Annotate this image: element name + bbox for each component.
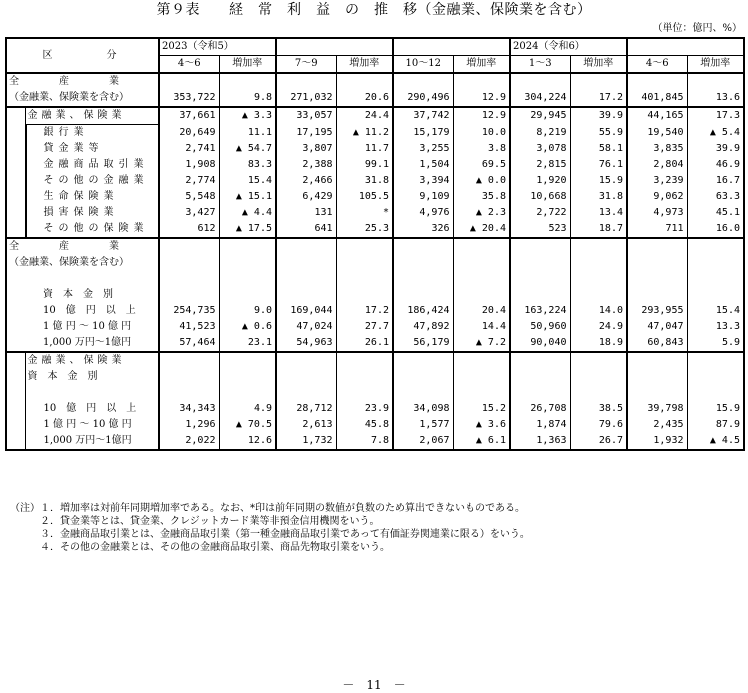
period-header: 4～6	[627, 56, 687, 74]
growth-cell: 39.9	[570, 107, 627, 125]
row-label: 金融業、保険業	[25, 352, 159, 369]
growth-cell: 31.8	[336, 173, 393, 189]
value-cell: 2,613	[276, 417, 336, 433]
growth-header: 増加率	[687, 56, 744, 74]
table-row	[6, 433, 744, 450]
value-cell: 54,963	[276, 335, 336, 352]
growth-cell: ▲ 20.4	[453, 221, 510, 238]
row-label: 1,000 万円～1億円	[25, 433, 159, 450]
value-cell: 293,955	[627, 303, 687, 319]
row-label: 資 本 金 別	[25, 369, 159, 385]
row-cap-fin-2	[6, 369, 744, 385]
period-header: 7～9	[276, 56, 336, 74]
growth-cell: ▲ 5.4	[687, 125, 744, 142]
value-cell: 641	[276, 221, 336, 238]
row-label: 全 産 業	[6, 238, 159, 255]
row-label: 10 億 円 以 上	[25, 401, 159, 417]
growth-cell: ▲ 17.5	[219, 221, 276, 238]
value-cell: 34,343	[159, 401, 219, 417]
year-2023: 2023（令和5）	[159, 38, 276, 56]
growth-cell: 13.6	[687, 90, 744, 107]
value-cell: 3,835	[627, 141, 687, 157]
value-cell: 2,067	[393, 433, 453, 450]
growth-cell: 105.5	[336, 189, 393, 205]
growth-cell: 24.4	[336, 107, 393, 125]
growth-cell: ▲ 3.3	[219, 107, 276, 125]
table-row	[6, 417, 744, 433]
row-label: 1,000 万円～1億円	[43, 337, 132, 348]
year-spacer	[627, 38, 744, 56]
unit-note: （単位：億円、%）	[652, 23, 742, 34]
growth-cell: 23.9	[336, 401, 393, 417]
row-all-industry-2	[6, 90, 744, 107]
value-cell: 1,363	[510, 433, 570, 450]
growth-cell: 11.1	[219, 125, 276, 142]
growth-cell: 58.1	[570, 141, 627, 157]
value-cell: 19,540	[627, 125, 687, 142]
value-cell: 186,424	[393, 303, 453, 319]
note-item: １．増加率は対前年同期増加率である。なお、*印は前年同期の数値が負数のため算出できないものである。	[40, 503, 525, 514]
table-row	[6, 189, 744, 205]
growth-cell: 15.2	[453, 401, 510, 417]
growth-cell: 10.0	[453, 125, 510, 142]
note-item: ３．金融商品取引業とは、金融商品取引業（第一種金融商品取引業であって有価証券関連業に限る）をいう。	[40, 529, 530, 540]
header-row-years	[6, 38, 744, 56]
value-cell: 401,845	[627, 90, 687, 107]
value-cell: 2,388	[276, 157, 336, 173]
growth-cell: 46.9	[687, 157, 744, 173]
value-cell: 37,742	[393, 107, 453, 125]
growth-cell: 12.9	[453, 107, 510, 125]
growth-cell: 55.9	[570, 125, 627, 142]
growth-cell: 9.0	[219, 303, 276, 319]
value-cell: 711	[627, 221, 687, 238]
growth-cell: 45.1	[687, 205, 744, 221]
value-cell: 1,932	[627, 433, 687, 450]
growth-cell: 31.8	[570, 189, 627, 205]
value-cell: 56,179	[393, 335, 453, 352]
row-label: （金融業、保険業を含む）	[6, 255, 159, 271]
row-cap-fin-1	[6, 352, 744, 369]
row-cap-all-3	[6, 287, 744, 303]
notes-head: （注）	[10, 503, 40, 514]
row-all-industry-1	[6, 73, 744, 90]
value-cell: 1,920	[510, 173, 570, 189]
growth-cell: 3.8	[453, 141, 510, 157]
growth-cell: 26.1	[336, 335, 393, 352]
row-label: 銀行業	[25, 125, 159, 142]
year-spacer	[276, 38, 393, 56]
growth-cell: 13.3	[687, 319, 744, 335]
growth-cell: ▲ 7.2	[453, 335, 510, 352]
growth-cell: ▲ 0.0	[453, 173, 510, 189]
growth-cell: 11.7	[336, 141, 393, 157]
value-cell: 4,976	[393, 205, 453, 221]
growth-cell: 5.9	[687, 335, 744, 352]
value-cell: 2,741	[159, 141, 219, 157]
growth-cell: 27.7	[336, 319, 393, 335]
notes	[10, 502, 530, 554]
value-cell: 3,239	[627, 173, 687, 189]
value-cell: 2,435	[627, 417, 687, 433]
value-cell: 1,296	[159, 417, 219, 433]
growth-cell: 25.3	[336, 221, 393, 238]
value-cell: 47,024	[276, 319, 336, 335]
value-cell: 9,109	[393, 189, 453, 205]
growth-cell: 14.4	[453, 319, 510, 335]
value-cell: 1,577	[393, 417, 453, 433]
growth-cell: 63.3	[687, 189, 744, 205]
growth-cell: 20.6	[336, 90, 393, 107]
growth-cell: ▲ 4.4	[219, 205, 276, 221]
value-cell: 50,960	[510, 319, 570, 335]
row-label: 損害保険業	[25, 205, 159, 221]
value-cell: 304,224	[510, 90, 570, 107]
value-cell: 10,668	[510, 189, 570, 205]
growth-cell: ▲ 0.6	[219, 319, 276, 335]
row-label: 全 産 業	[6, 73, 159, 90]
growth-cell: 83.3	[219, 157, 276, 173]
table-row	[6, 319, 744, 335]
table-row	[6, 401, 744, 417]
row-label: 金融商品取引業	[25, 157, 159, 173]
growth-cell: 4.9	[219, 401, 276, 417]
value-cell: 1,732	[276, 433, 336, 450]
growth-cell: 15.4	[219, 173, 276, 189]
value-cell: 57,464	[159, 335, 219, 352]
page-title: 第９表 経 常 利 益 の 推 移（金融業、保険業を含む）	[156, 2, 592, 18]
value-cell: 4,973	[627, 205, 687, 221]
growth-cell: *	[336, 205, 393, 221]
value-cell: 5,548	[159, 189, 219, 205]
row-label: 1 億 円 ～ 10 億 円	[43, 321, 132, 332]
value-cell: 2,022	[159, 433, 219, 450]
growth-cell: 69.5	[453, 157, 510, 173]
row-finance	[6, 107, 744, 125]
value-cell: 254,735	[159, 303, 219, 319]
table-row	[6, 221, 744, 238]
value-cell: 3,427	[159, 205, 219, 221]
value-cell: 29,945	[510, 107, 570, 125]
growth-cell: 7.8	[336, 433, 393, 450]
value-cell: 47,047	[627, 319, 687, 335]
page-number: － 11 －	[342, 678, 406, 692]
row-label: （金融業、保険業を含む）	[6, 90, 159, 107]
value-cell: 39,798	[627, 401, 687, 417]
row-label: その他の金融業	[25, 173, 159, 189]
period-header: 10～12	[393, 56, 453, 74]
growth-cell: 17.2	[570, 90, 627, 107]
row-header-cell: 区 分	[6, 38, 159, 73]
value-cell: 2,774	[159, 173, 219, 189]
growth-cell: 14.0	[570, 303, 627, 319]
value-cell: 33,057	[276, 107, 336, 125]
growth-cell: 26.7	[570, 433, 627, 450]
growth-cell: 12.6	[219, 433, 276, 450]
value-cell: 3,078	[510, 141, 570, 157]
value-cell: 37,661	[159, 107, 219, 125]
growth-cell: 76.1	[570, 157, 627, 173]
value-cell: 20,649	[159, 125, 219, 142]
row-label: 資 本 金 別	[43, 289, 113, 300]
growth-cell: ▲ 3.6	[453, 417, 510, 433]
growth-cell: 99.1	[336, 157, 393, 173]
note-item: ４．その他の金融業とは、その他の金融商品取引業、商品先物取引業をいう。	[40, 542, 390, 553]
value-cell: 41,523	[159, 319, 219, 335]
value-cell: 326	[393, 221, 453, 238]
growth-cell: 15.9	[570, 173, 627, 189]
value-cell: 44,165	[627, 107, 687, 125]
growth-cell: 12.9	[453, 90, 510, 107]
row-label: その他の保険業	[25, 221, 159, 238]
growth-cell: 15.4	[687, 303, 744, 319]
growth-cell: ▲ 54.7	[219, 141, 276, 157]
growth-header: 増加率	[570, 56, 627, 74]
growth-cell: 13.4	[570, 205, 627, 221]
growth-cell: 35.8	[453, 189, 510, 205]
table-row	[6, 303, 744, 319]
growth-cell: 39.9	[687, 141, 744, 157]
value-cell: 131	[276, 205, 336, 221]
growth-cell: 17.3	[687, 107, 744, 125]
growth-cell: 18.9	[570, 335, 627, 352]
growth-cell: 18.7	[570, 221, 627, 238]
growth-cell: ▲ 2.3	[453, 205, 510, 221]
value-cell: 523	[510, 221, 570, 238]
value-cell: 290,496	[393, 90, 453, 107]
value-cell: 90,040	[510, 335, 570, 352]
value-cell: 3,807	[276, 141, 336, 157]
row-label: 1 億 円 ～ 10 億 円	[25, 417, 159, 433]
value-cell: 169,044	[276, 303, 336, 319]
value-cell: 2,466	[276, 173, 336, 189]
growth-header: 増加率	[336, 56, 393, 74]
year-spacer	[393, 38, 510, 56]
growth-header: 増加率	[219, 56, 276, 74]
value-cell: 2,815	[510, 157, 570, 173]
growth-cell: 45.8	[336, 417, 393, 433]
growth-cell: 20.4	[453, 303, 510, 319]
growth-cell: 23.1	[219, 335, 276, 352]
value-cell: 34,098	[393, 401, 453, 417]
ordinary-profit-table	[5, 37, 745, 451]
table-row	[6, 157, 744, 173]
table-row	[6, 173, 744, 189]
growth-cell: ▲ 70.5	[219, 417, 276, 433]
period-header: 1～3	[510, 56, 570, 74]
value-cell: 8,219	[510, 125, 570, 142]
row-cap-all-1	[6, 238, 744, 255]
value-cell: 2,722	[510, 205, 570, 221]
value-cell: 60,843	[627, 335, 687, 352]
note-item: ２．貸金業等とは、貸金業、クレジットカード業等非預金信用機関をいう。	[40, 516, 380, 527]
table-row	[6, 335, 744, 352]
value-cell: 47,892	[393, 319, 453, 335]
row-label: 貸金業等	[25, 141, 159, 157]
value-cell: 6,429	[276, 189, 336, 205]
row-label: 10 億 円 以 上	[43, 305, 136, 316]
growth-cell: 24.9	[570, 319, 627, 335]
row-spacer	[6, 271, 744, 287]
growth-cell: ▲ 15.1	[219, 189, 276, 205]
value-cell: 1,908	[159, 157, 219, 173]
table-row	[6, 205, 744, 221]
row-label: 金融業、保険業	[25, 107, 159, 125]
value-cell: 612	[159, 221, 219, 238]
growth-cell: 38.5	[570, 401, 627, 417]
value-cell: 3,255	[393, 141, 453, 157]
row-spacer	[6, 385, 744, 401]
row-label: 生命保険業	[25, 189, 159, 205]
growth-cell: ▲ 6.1	[453, 433, 510, 450]
value-cell: 17,195	[276, 125, 336, 142]
growth-cell: 87.9	[687, 417, 744, 433]
table-row	[6, 125, 744, 142]
value-cell: 271,032	[276, 90, 336, 107]
table-row	[6, 141, 744, 157]
growth-cell: 79.6	[570, 417, 627, 433]
growth-cell: ▲ 11.2	[336, 125, 393, 142]
value-cell: 28,712	[276, 401, 336, 417]
growth-header: 増加率	[453, 56, 510, 74]
value-cell: 15,179	[393, 125, 453, 142]
period-header: 4～6	[159, 56, 219, 74]
value-cell: 1,504	[393, 157, 453, 173]
value-cell: 2,804	[627, 157, 687, 173]
growth-cell: 9.8	[219, 90, 276, 107]
value-cell: 1,874	[510, 417, 570, 433]
growth-cell: 16.0	[687, 221, 744, 238]
value-cell: 26,708	[510, 401, 570, 417]
growth-cell: 16.7	[687, 173, 744, 189]
growth-cell: ▲ 4.5	[687, 433, 744, 450]
value-cell: 3,394	[393, 173, 453, 189]
year-2024: 2024（令和6）	[510, 38, 627, 56]
growth-cell: 17.2	[336, 303, 393, 319]
growth-cell: 15.9	[687, 401, 744, 417]
value-cell: 9,062	[627, 189, 687, 205]
value-cell: 163,224	[510, 303, 570, 319]
row-cap-all-2	[6, 255, 744, 271]
value-cell: 353,722	[159, 90, 219, 107]
